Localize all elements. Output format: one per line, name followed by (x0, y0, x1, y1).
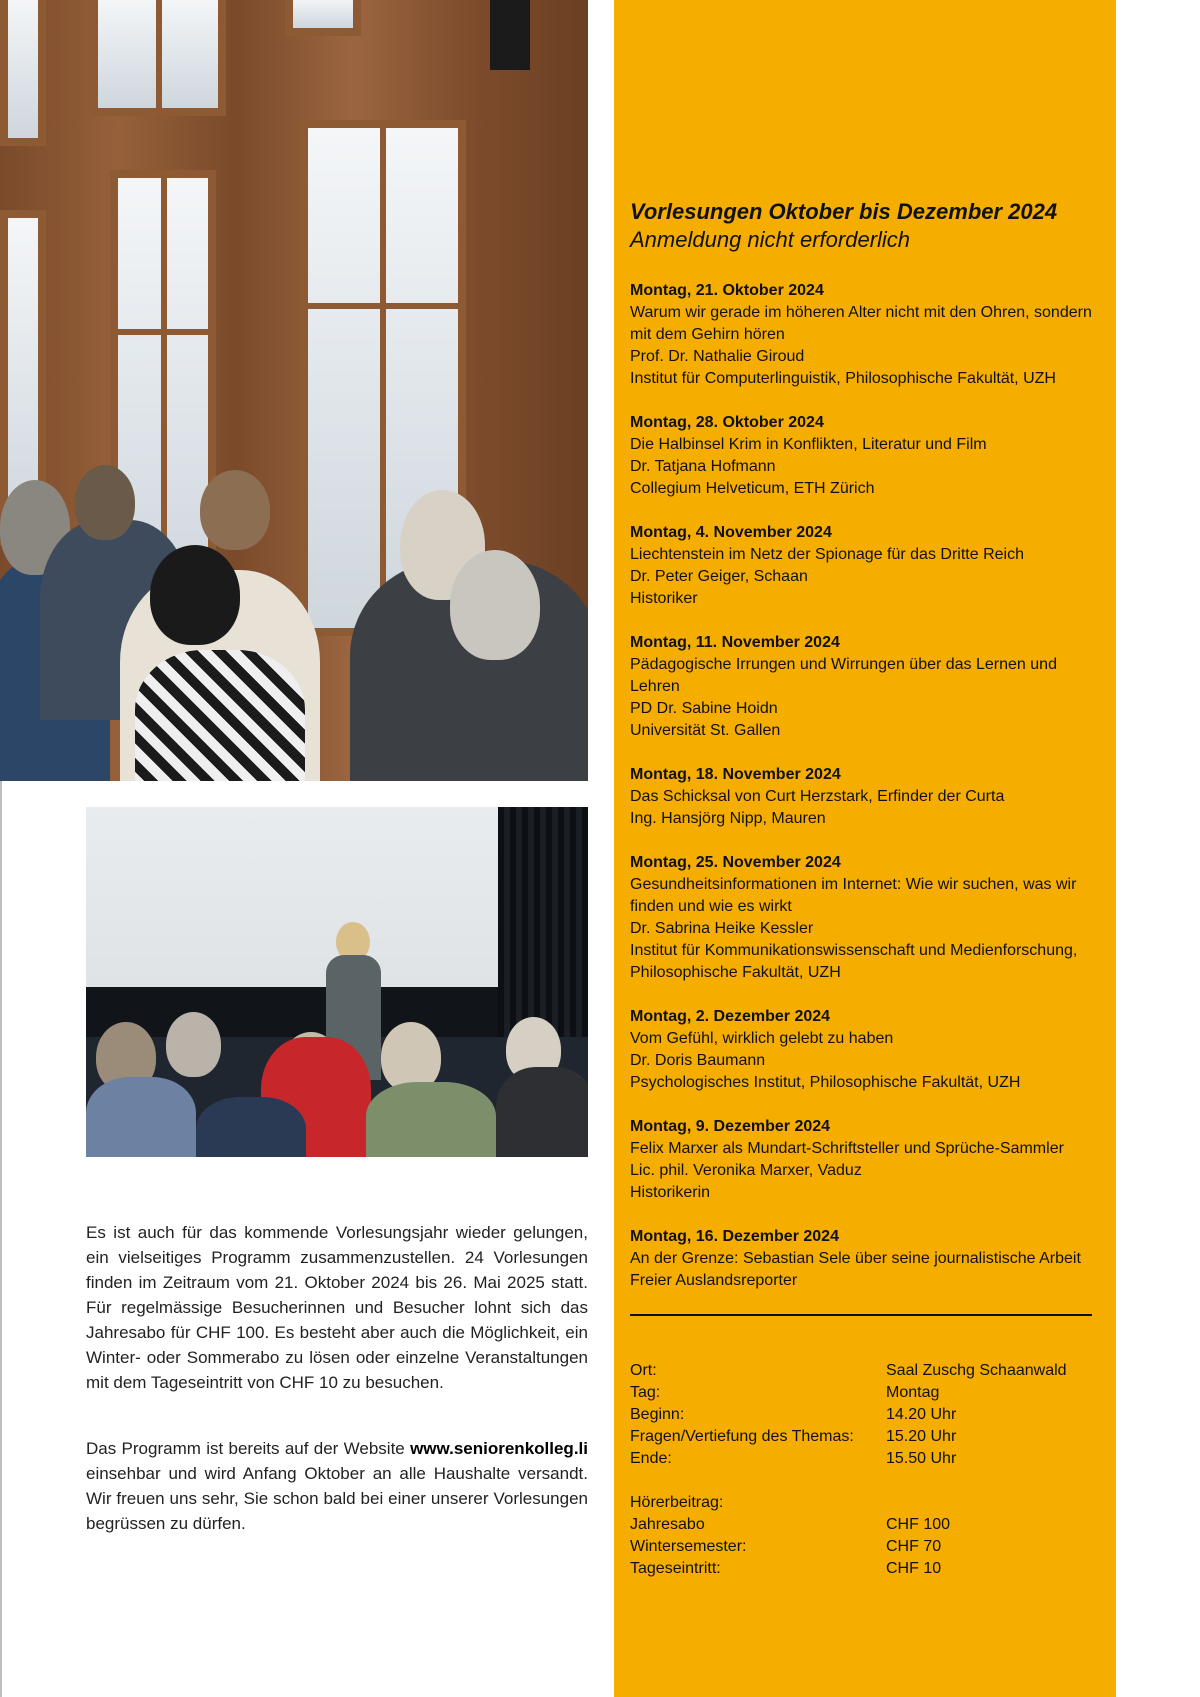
info-row (630, 1448, 1100, 1470)
info-value: CHF 70 (886, 1538, 942, 1555)
lecture-item (630, 412, 1100, 500)
lecture-detail: Lic. phil. Veronika Marxer, Vaduz (630, 1162, 862, 1179)
lecture-item (630, 280, 1100, 390)
lecture-item (630, 522, 1100, 610)
info-label: Fragen/Vertiefung des Themas: (630, 1428, 854, 1445)
info-value: 15.20 Uhr (886, 1428, 957, 1445)
info-label: Ende: (630, 1450, 672, 1467)
lecture-detail: Historikerin (630, 1184, 711, 1201)
lecture-detail: Dr. Tatjana Hofmann (630, 458, 776, 475)
info-value: CHF 100 (886, 1516, 951, 1533)
lecture-detail: Prof. Dr. Nathalie Giroud (630, 348, 805, 365)
lecture-detail: Dr. Peter Geiger, Schaan (630, 568, 808, 585)
info-value: 15.50 Uhr (886, 1450, 957, 1467)
lecture-date: Montag, 11. November 2024 (630, 634, 840, 651)
lecture-topic: Gesundheitsinformationen im Internet: Wie wir suchen, was wir finden und wie es wirkt (630, 876, 1077, 915)
fee-heading: Hörerbeitrag: (630, 1494, 724, 1511)
lecture-topic: An der Grenze: Sebastian Sele über seine journalistische Arbeit (630, 1250, 1081, 1267)
audience-photo (0, 0, 588, 781)
info-label: Ort: (630, 1362, 657, 1379)
info-value: CHF 10 (886, 1560, 942, 1577)
info-row (630, 1514, 1100, 1536)
lecture-detail: Dr. Sabrina Heike Kessler (630, 920, 814, 937)
lecture-detail: Historiker (630, 590, 698, 607)
info-row (630, 1426, 1100, 1448)
info-label: Tageseintritt: (630, 1560, 721, 1577)
lecture-date: Montag, 16. Dezember 2024 (630, 1228, 839, 1245)
lecture-item (630, 852, 1100, 984)
info-row (630, 1536, 1100, 1558)
lecture-list (630, 280, 1100, 1292)
lecture-detail: PD Dr. Sabine Hoidn (630, 700, 778, 717)
lecture-topic: Warum wir gerade im höheren Alter nicht mit den Ohren, sondern mit dem Gehirn hören (630, 304, 1092, 343)
lecture-topic: Liechtenstein im Netz der Spionage für das Dritte Reich (630, 546, 1024, 563)
lecture-date: Montag, 25. November 2024 (630, 854, 841, 871)
info-label: Jahresabo (630, 1516, 705, 1533)
website-link[interactable]: www.seniorenkolleg.li (410, 1439, 588, 1458)
lecture-item (630, 1226, 1100, 1292)
program-panel (614, 0, 1116, 1697)
info-label: Beginn: (630, 1406, 685, 1423)
info-label: Tag: (630, 1384, 661, 1401)
lecture-date: Montag, 18. November 2024 (630, 766, 841, 783)
lecture-detail: Dr. Doris Baumann (630, 1052, 766, 1069)
lecture-detail: Universität St. Gallen (630, 722, 781, 739)
lecture-item (630, 1006, 1100, 1094)
lecture-item (630, 632, 1100, 742)
lecture-date: Montag, 28. Oktober 2024 (630, 414, 824, 431)
lecture-topic: Felix Marxer als Mundart-Schriftsteller und Sprüche-Sammler (630, 1140, 1064, 1157)
lecture-hall-photo (86, 807, 588, 1157)
lecture-topic: Vom Gefühl, wirklich gelebt zu haben (630, 1030, 894, 1047)
info-value: Saal Zuschg Schaanwald (886, 1362, 1067, 1379)
lecture-topic: Die Halbinsel Krim in Konflikten, Literatur und Film (630, 436, 987, 453)
lecture-detail: Psychologisches Institut, Philosophische Fakultät, UZH (630, 1074, 1021, 1091)
lecture-date: Montag, 4. November 2024 (630, 524, 832, 541)
intro-paragraph-2: Das Programm ist bereits auf der Website www.seniorenkolleg.li einsehbar und wird Anfang Oktober an alle Haushalte versandt. Wir freuen uns sehr, Sie schon bald bei einer unserer Vorlesungen begrüssen zu dürfen. (86, 1439, 588, 1533)
lecture-date: Montag, 9. Dezember 2024 (630, 1118, 831, 1135)
info-label: Wintersemester: (630, 1538, 747, 1555)
info-row (630, 1558, 1100, 1580)
info-table (630, 1360, 1100, 1580)
info-value: Montag (886, 1384, 940, 1401)
lecture-item (630, 1116, 1100, 1204)
lecture-detail: Institut für Computerlinguistik, Philosophische Fakultät, UZH (630, 370, 1056, 387)
program-title: Vorlesungen Oktober bis Dezember 2024 (630, 199, 1058, 224)
lecture-date: Montag, 2. Dezember 2024 (630, 1008, 831, 1025)
lecture-detail: Institut für Kommunikationswissenschaft und Medienforschung, Philosophische Fakultät, UZH (630, 942, 1078, 981)
divider (630, 1314, 1092, 1316)
lecture-date: Montag, 21. Oktober 2024 (630, 282, 824, 299)
info-value: 14.20 Uhr (886, 1406, 957, 1423)
info-row (630, 1382, 1100, 1404)
lecture-detail: Ing. Hansjörg Nipp, Mauren (630, 810, 826, 827)
lecture-detail: Collegium Helveticum, ETH Zürich (630, 480, 875, 497)
info-row (630, 1404, 1100, 1426)
intro-paragraph-1: Es ist auch für das kommende Vorlesungsjahr wieder gelungen, ein vielseitiges Programm zusammenzustellen. 24 Vorlesungen finden im Zeitraum vom 21. Oktober 2024 bis 26. Mai 2025 statt. Für regelmässige Besucherinnen und Besucher lohnt sich das Jahresabo für CHF 100. Es besteht aber auch die Möglichkeit, ein Winter- oder Sommerabo zu lösen oder einzelne Veranstaltungen mit dem Tageseintritt von CHF 10 zu besuchen. (86, 1223, 588, 1392)
lecture-topic: Das Schicksal von Curt Herzstark, Erfinder der Curta (630, 788, 1005, 805)
lecture-item (630, 764, 1100, 830)
lecture-topic: Pädagogische Irrungen und Wirrungen über das Lernen und Lehren (630, 656, 1057, 695)
program-subtitle: Anmeldung nicht erforderlich (630, 227, 911, 252)
lecture-detail: Freier Auslandsreporter (630, 1272, 798, 1289)
info-row (630, 1360, 1100, 1382)
